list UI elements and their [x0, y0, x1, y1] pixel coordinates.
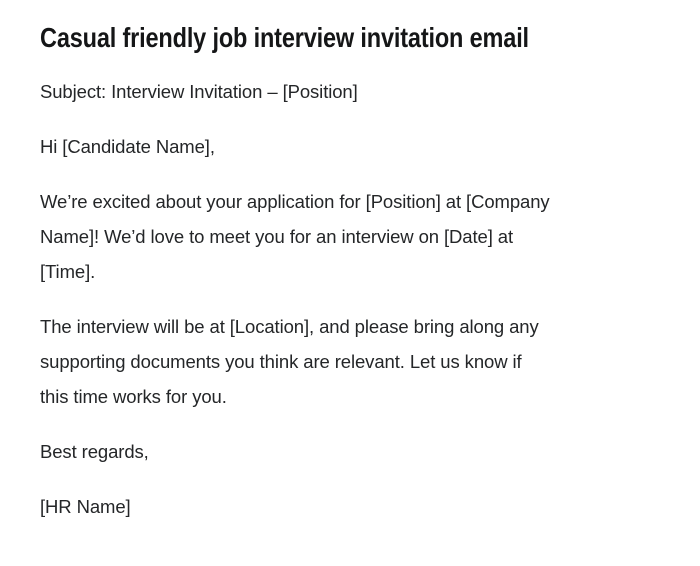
body-paragraph-2	[40, 309, 660, 414]
signature-line: [HR Name]	[40, 496, 131, 517]
paragraph-line: supporting documents you think are relevant. Let us know if	[40, 351, 522, 372]
paragraph-line: The interview will be at [Location], and please bring along any	[40, 316, 539, 337]
paragraph-line: Name]! We’d love to meet you for an interview on [Date] at	[40, 226, 514, 247]
signature-paragraph	[40, 489, 660, 524]
body-paragraph-1	[40, 184, 660, 289]
email-subject-line: Subject: Interview Invitation – [Position]	[40, 81, 358, 102]
page-title: Casual friendly job interview invitation email	[40, 22, 529, 53]
signoff-paragraph	[40, 434, 660, 469]
paragraph-line: this time works for you.	[40, 386, 227, 407]
greeting-paragraph	[40, 129, 660, 164]
subject-paragraph	[40, 74, 660, 109]
greeting-line: Hi [Candidate Name],	[40, 136, 215, 157]
paragraph-line: [Time].	[40, 261, 96, 282]
signoff-line: Best regards,	[40, 441, 149, 462]
paragraph-line: We’re excited about your application for [Position] at [Company	[40, 191, 550, 212]
